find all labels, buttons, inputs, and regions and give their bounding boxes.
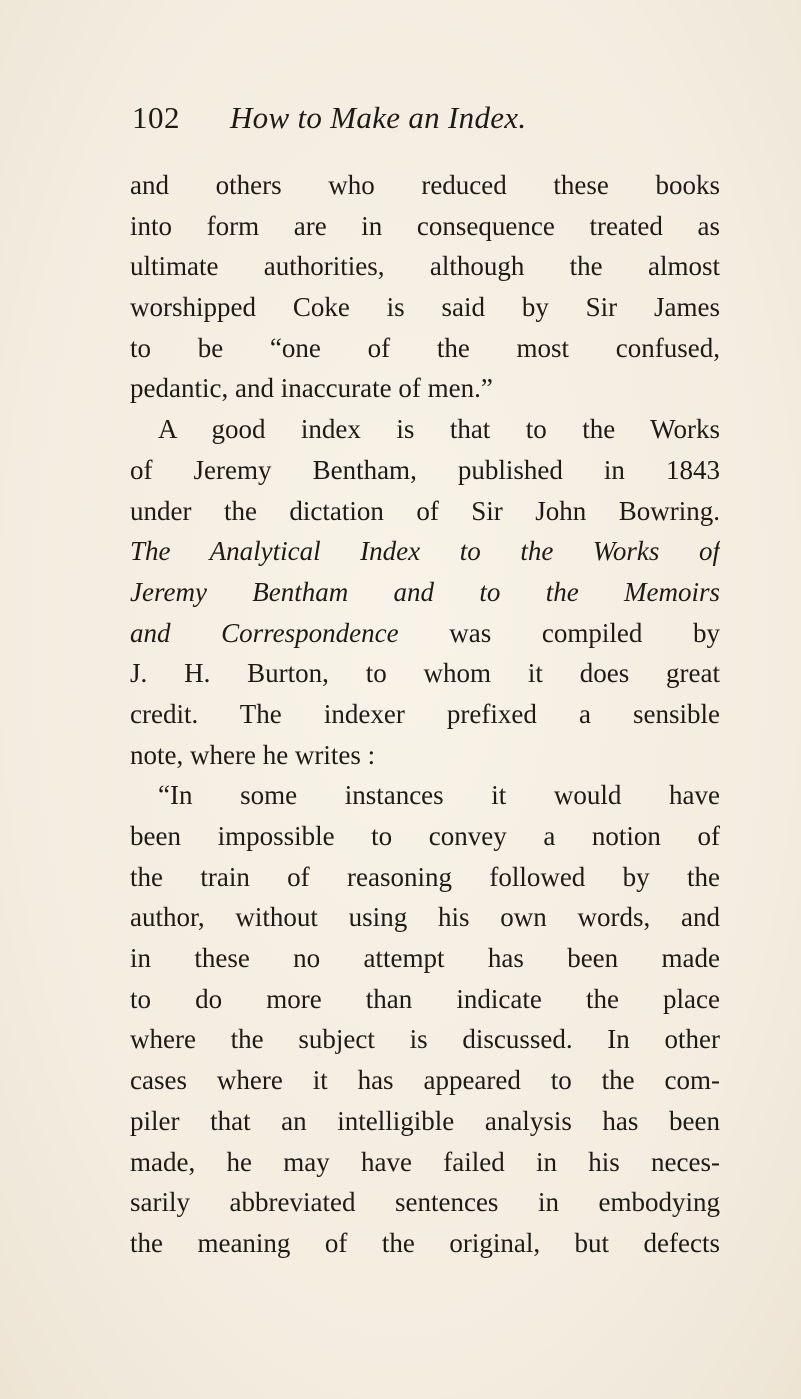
text-line (130, 287, 720, 328)
text-line (130, 409, 720, 450)
text-line (130, 653, 720, 694)
text-line (130, 613, 720, 654)
text-segment: A good index is that to the Works (158, 414, 720, 445)
text-line (130, 938, 720, 979)
text-line (130, 572, 720, 613)
running-title: How to Make an Index. (230, 100, 527, 135)
text-line (130, 1142, 720, 1183)
text-segment: J. H. Burton, to whom it does great (130, 658, 720, 689)
text-segment: in these no attempt has been made (130, 943, 720, 974)
text-segment: ultimate authorities, although the almost (130, 251, 720, 282)
text-segment: piler that an intelligible analysis has been (130, 1105, 720, 1136)
text-line (130, 816, 720, 857)
running-head (0, 100, 801, 144)
text-segment: cases where it has appeared to the com- (130, 1065, 720, 1096)
text-line (130, 897, 720, 938)
text-line (130, 735, 720, 776)
text-segment: was compiled by (398, 617, 720, 648)
text-segment: note, where he writes : (130, 739, 376, 770)
text-line (130, 246, 720, 287)
text-segment: made, he may have failed in his neces- (130, 1146, 720, 1177)
text-segment: of Jeremy Bentham, published in 1843 (130, 454, 720, 485)
text-line (130, 857, 720, 898)
text-line (130, 694, 720, 735)
text-line (130, 165, 720, 206)
text-segment: been impossible to convey a notion of (130, 821, 720, 851)
text-line (130, 1019, 720, 1060)
text-segment: where the subject is discussed. In other (130, 1024, 720, 1055)
text-line (130, 979, 720, 1020)
text-segment: credit. The indexer prefixed a sensible (130, 698, 720, 729)
text-line (130, 1223, 720, 1264)
body-text (130, 165, 720, 1264)
text-line (130, 1182, 720, 1223)
text-line (130, 531, 720, 572)
italic-title-segment: and Correspondence (130, 617, 399, 648)
text-segment: worshipped Coke is said by Sir James (130, 292, 720, 323)
italic-title-segment: Jeremy Bentham and to the Memoirs (130, 576, 720, 607)
page-number: 102 (132, 100, 180, 135)
text-segment: the meaning of the original, but defects (130, 1227, 720, 1258)
text-segment: “In some instances it would have (158, 780, 720, 811)
text-segment: and others who reduced these books (130, 170, 720, 200)
text-segment: under the dictation of Sir John Bowring. (130, 495, 720, 526)
text-segment: pedantic, and inaccurate of men.” (130, 373, 493, 404)
text-line (130, 368, 720, 409)
text-line (130, 491, 720, 532)
text-line (130, 450, 720, 491)
text-line (130, 775, 720, 816)
text-segment: to be “one of the most confused, (130, 332, 720, 363)
text-segment: into form are in consequence treated as (130, 210, 720, 241)
text-line (130, 1101, 720, 1142)
text-segment: to do more than indicate the place (130, 983, 720, 1014)
text-line (130, 328, 720, 369)
text-segment: sarily abbreviated sentences in embodying (130, 1187, 720, 1218)
text-line (130, 206, 720, 247)
italic-title-segment: The Analytical Index to the Works of (130, 536, 720, 567)
text-line (130, 1060, 720, 1101)
text-segment: the train of reasoning followed by the (130, 861, 720, 892)
text-segment: author, without using his own words, and (130, 902, 720, 933)
